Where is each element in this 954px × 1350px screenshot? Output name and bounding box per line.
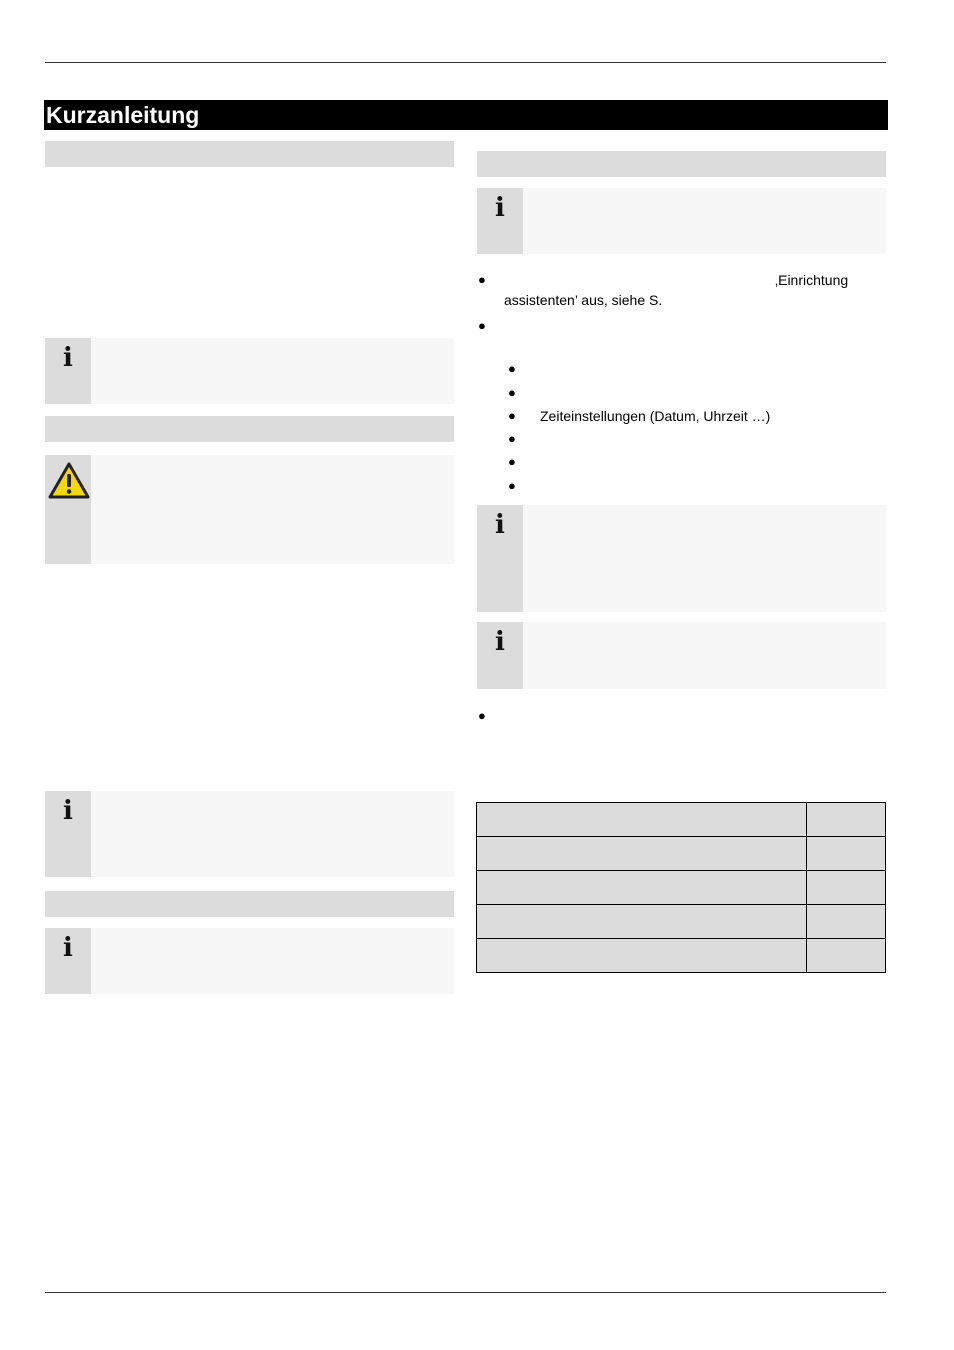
- table-row: [477, 803, 886, 837]
- section-heading-bar: [45, 416, 454, 442]
- table-row: [477, 905, 886, 939]
- table-cell: [807, 871, 886, 905]
- section-heading-bar: [45, 141, 454, 167]
- info-note: [45, 791, 454, 877]
- info-note: [45, 928, 454, 994]
- settings-table: [476, 802, 886, 973]
- table-cell: [477, 803, 807, 837]
- bullet-icon: ●: [508, 408, 516, 423]
- table-cell: [807, 939, 886, 973]
- wizard-text-line-2: assistenten’ aus, siehe S.: [504, 292, 663, 308]
- warning-note: [45, 455, 454, 564]
- table-cell: [807, 803, 886, 837]
- table-row: [477, 939, 886, 973]
- sub-list-item-text: Zeiteinstellungen (Datum, Uhrzeit …): [540, 408, 771, 424]
- info-icon: i: [495, 510, 505, 540]
- bullet-icon: ●: [508, 454, 516, 469]
- table-cell: [477, 871, 807, 905]
- info-icon: i: [63, 343, 73, 373]
- info-icon: i: [63, 796, 73, 826]
- wizard-text-line-1: ‚Einrichtung: [775, 272, 849, 288]
- footer-rule: [45, 1292, 886, 1293]
- page-title: Kurzanleitung: [44, 100, 888, 130]
- info-note: [477, 622, 886, 689]
- table-cell: [477, 905, 807, 939]
- bullet-icon: ●: [508, 361, 516, 376]
- bullet-icon: ●: [478, 272, 486, 287]
- info-note: [477, 505, 886, 612]
- bullet-icon: ●: [478, 318, 486, 333]
- bullet-icon: ●: [508, 431, 516, 446]
- bullet-icon: ●: [508, 385, 516, 400]
- table-cell: [477, 939, 807, 973]
- section-heading-bar: [45, 891, 454, 917]
- info-note: [45, 338, 454, 404]
- info-icon: i: [495, 627, 505, 657]
- warning-icon: [47, 461, 91, 501]
- table-cell: [807, 905, 886, 939]
- table-row: [477, 837, 886, 871]
- table-cell: [477, 837, 807, 871]
- table-cell: [807, 837, 886, 871]
- table-row: [477, 871, 886, 905]
- info-icon: i: [63, 933, 73, 963]
- header-rule: [45, 62, 886, 63]
- bullet-icon: ●: [478, 708, 486, 723]
- section-heading-bar: [477, 151, 886, 177]
- bullet-icon: ●: [508, 478, 516, 493]
- info-note: [477, 188, 886, 254]
- info-icon: i: [495, 193, 505, 223]
